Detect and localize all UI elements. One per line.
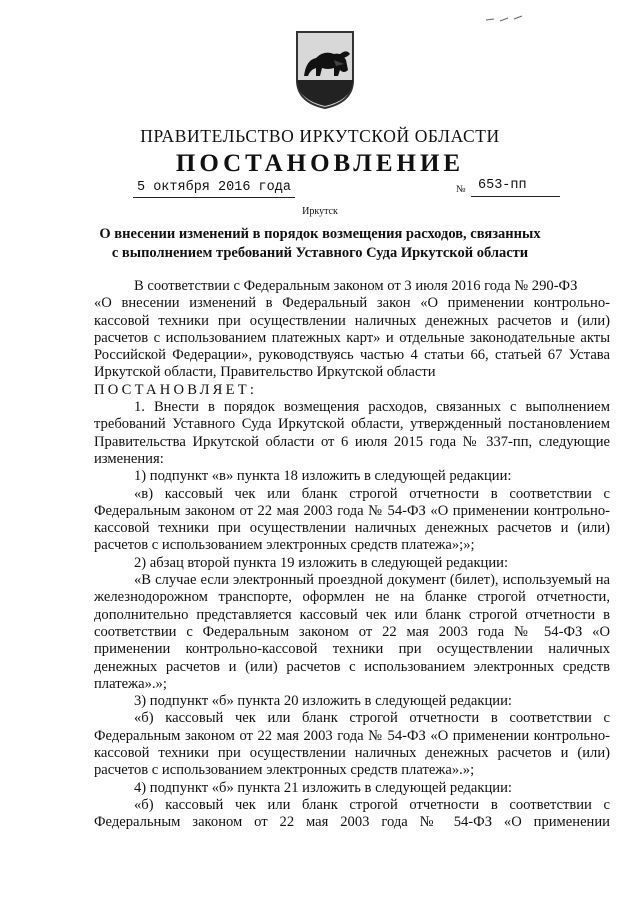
number-underline bbox=[471, 196, 560, 197]
document-date: 5 октября 2016 года bbox=[137, 180, 291, 195]
scan-mark-icon bbox=[484, 14, 524, 24]
heading-line-2: с выполнением требований Уставного Суда Иркутской области bbox=[111, 245, 529, 261]
subitem-3-text: «б) кассовый чек или бланк строгой отчетности в соответствии с Федеральным законом от 22 мая 2003 года № 54-ФЗ «О применении контрольно-кассовой техники при осуществлении наличных денежных расчетов и (или) расчетов с использованием электронных средств платежа».»; bbox=[94, 710, 610, 779]
subitem-3: 3) подпункт «б» пункта 20 изложить в следующей редакции: bbox=[134, 693, 512, 710]
subitem-1: 1) подпункт «в» пункта 18 изложить в следующей редакции: bbox=[134, 468, 512, 485]
subitem-4: 4) подпункт «б» пункта 21 изложить в следующей редакции: bbox=[134, 779, 512, 796]
document-type: ПОСТАНОВЛЕНИЕ bbox=[175, 150, 465, 177]
decree-word: ПОСТАНОВЛЯЕТ: bbox=[94, 381, 258, 398]
city-name: Иркутск bbox=[302, 206, 338, 217]
subitem-4-text: «б) кассовый чек или бланк строгой отчетности в соответствии с Федеральным законом от 22 мая 2003 года № 54-ФЗ «О применении bbox=[94, 796, 610, 831]
subitem-2-text: «В случае если электронный проездной документ (билет), используемый на железнодорожном транспорте, оформлен не на бланке строгой отчетности, дополнительно представляется кассовый чек или бланк строгой отчетности в соответствии с Федеральным законом от 22 мая 2003 года № 54-ФЗ «О применении контрольно-кассовой техники при осуществлении наличных денежных расчетов и (или) расчетов с использованием электронных средств платежа».»; bbox=[94, 572, 610, 692]
preamble-line: В соответствии с Федеральным законом от 3 июля 2016 года № 290-ФЗ bbox=[134, 278, 578, 294]
coat-of-arms-icon bbox=[294, 30, 356, 110]
document-number: 653-пп bbox=[478, 178, 527, 193]
heading-line-1: О внесении изменений в порядок возмещения расходов, связанных bbox=[99, 226, 541, 242]
preamble-paragraph: «О внесении изменений в Федеральный закон «О применении контрольно-кассовой техники при осуществлении наличных денежных расчетов и (или) расчетов с использованием платежных карт» и отдельные законодательные акты Российской Федерации», руководствуясь частью 4 статьи 66, статьей 67 Устава Иркутской области, Правительство Иркутской области bbox=[94, 295, 610, 381]
subitem-2: 2) абзац второй пункта 19 изложить в следующей редакции: bbox=[134, 554, 509, 571]
subitem-1-text: «в) кассовый чек или бланк строгой отчетности в соответствии с Федеральным законом от 22 мая 2003 года № 54-ФЗ «О применении контрольно-кассовой техники при осуществлении наличных денежных расчетов и (или) расчетов с использованием электронных средств платежа»;»; bbox=[94, 485, 610, 554]
number-sign: № bbox=[456, 184, 466, 195]
document-body bbox=[94, 278, 610, 832]
document-heading bbox=[80, 225, 560, 263]
date-underline bbox=[133, 197, 295, 198]
item-1: 1. Внести в порядок возмещения расходов, связанных с выполнением требований Уставного Суда Иркутской области, утвержденный постановлением Правительства Иркутской области от 6 июля 2015 года № 337-пп, следующие изменения: bbox=[94, 399, 610, 467]
government-title: ПРАВИТЕЛЬСТВО ИРКУТСКОЙ ОБЛАСТИ bbox=[140, 126, 500, 146]
